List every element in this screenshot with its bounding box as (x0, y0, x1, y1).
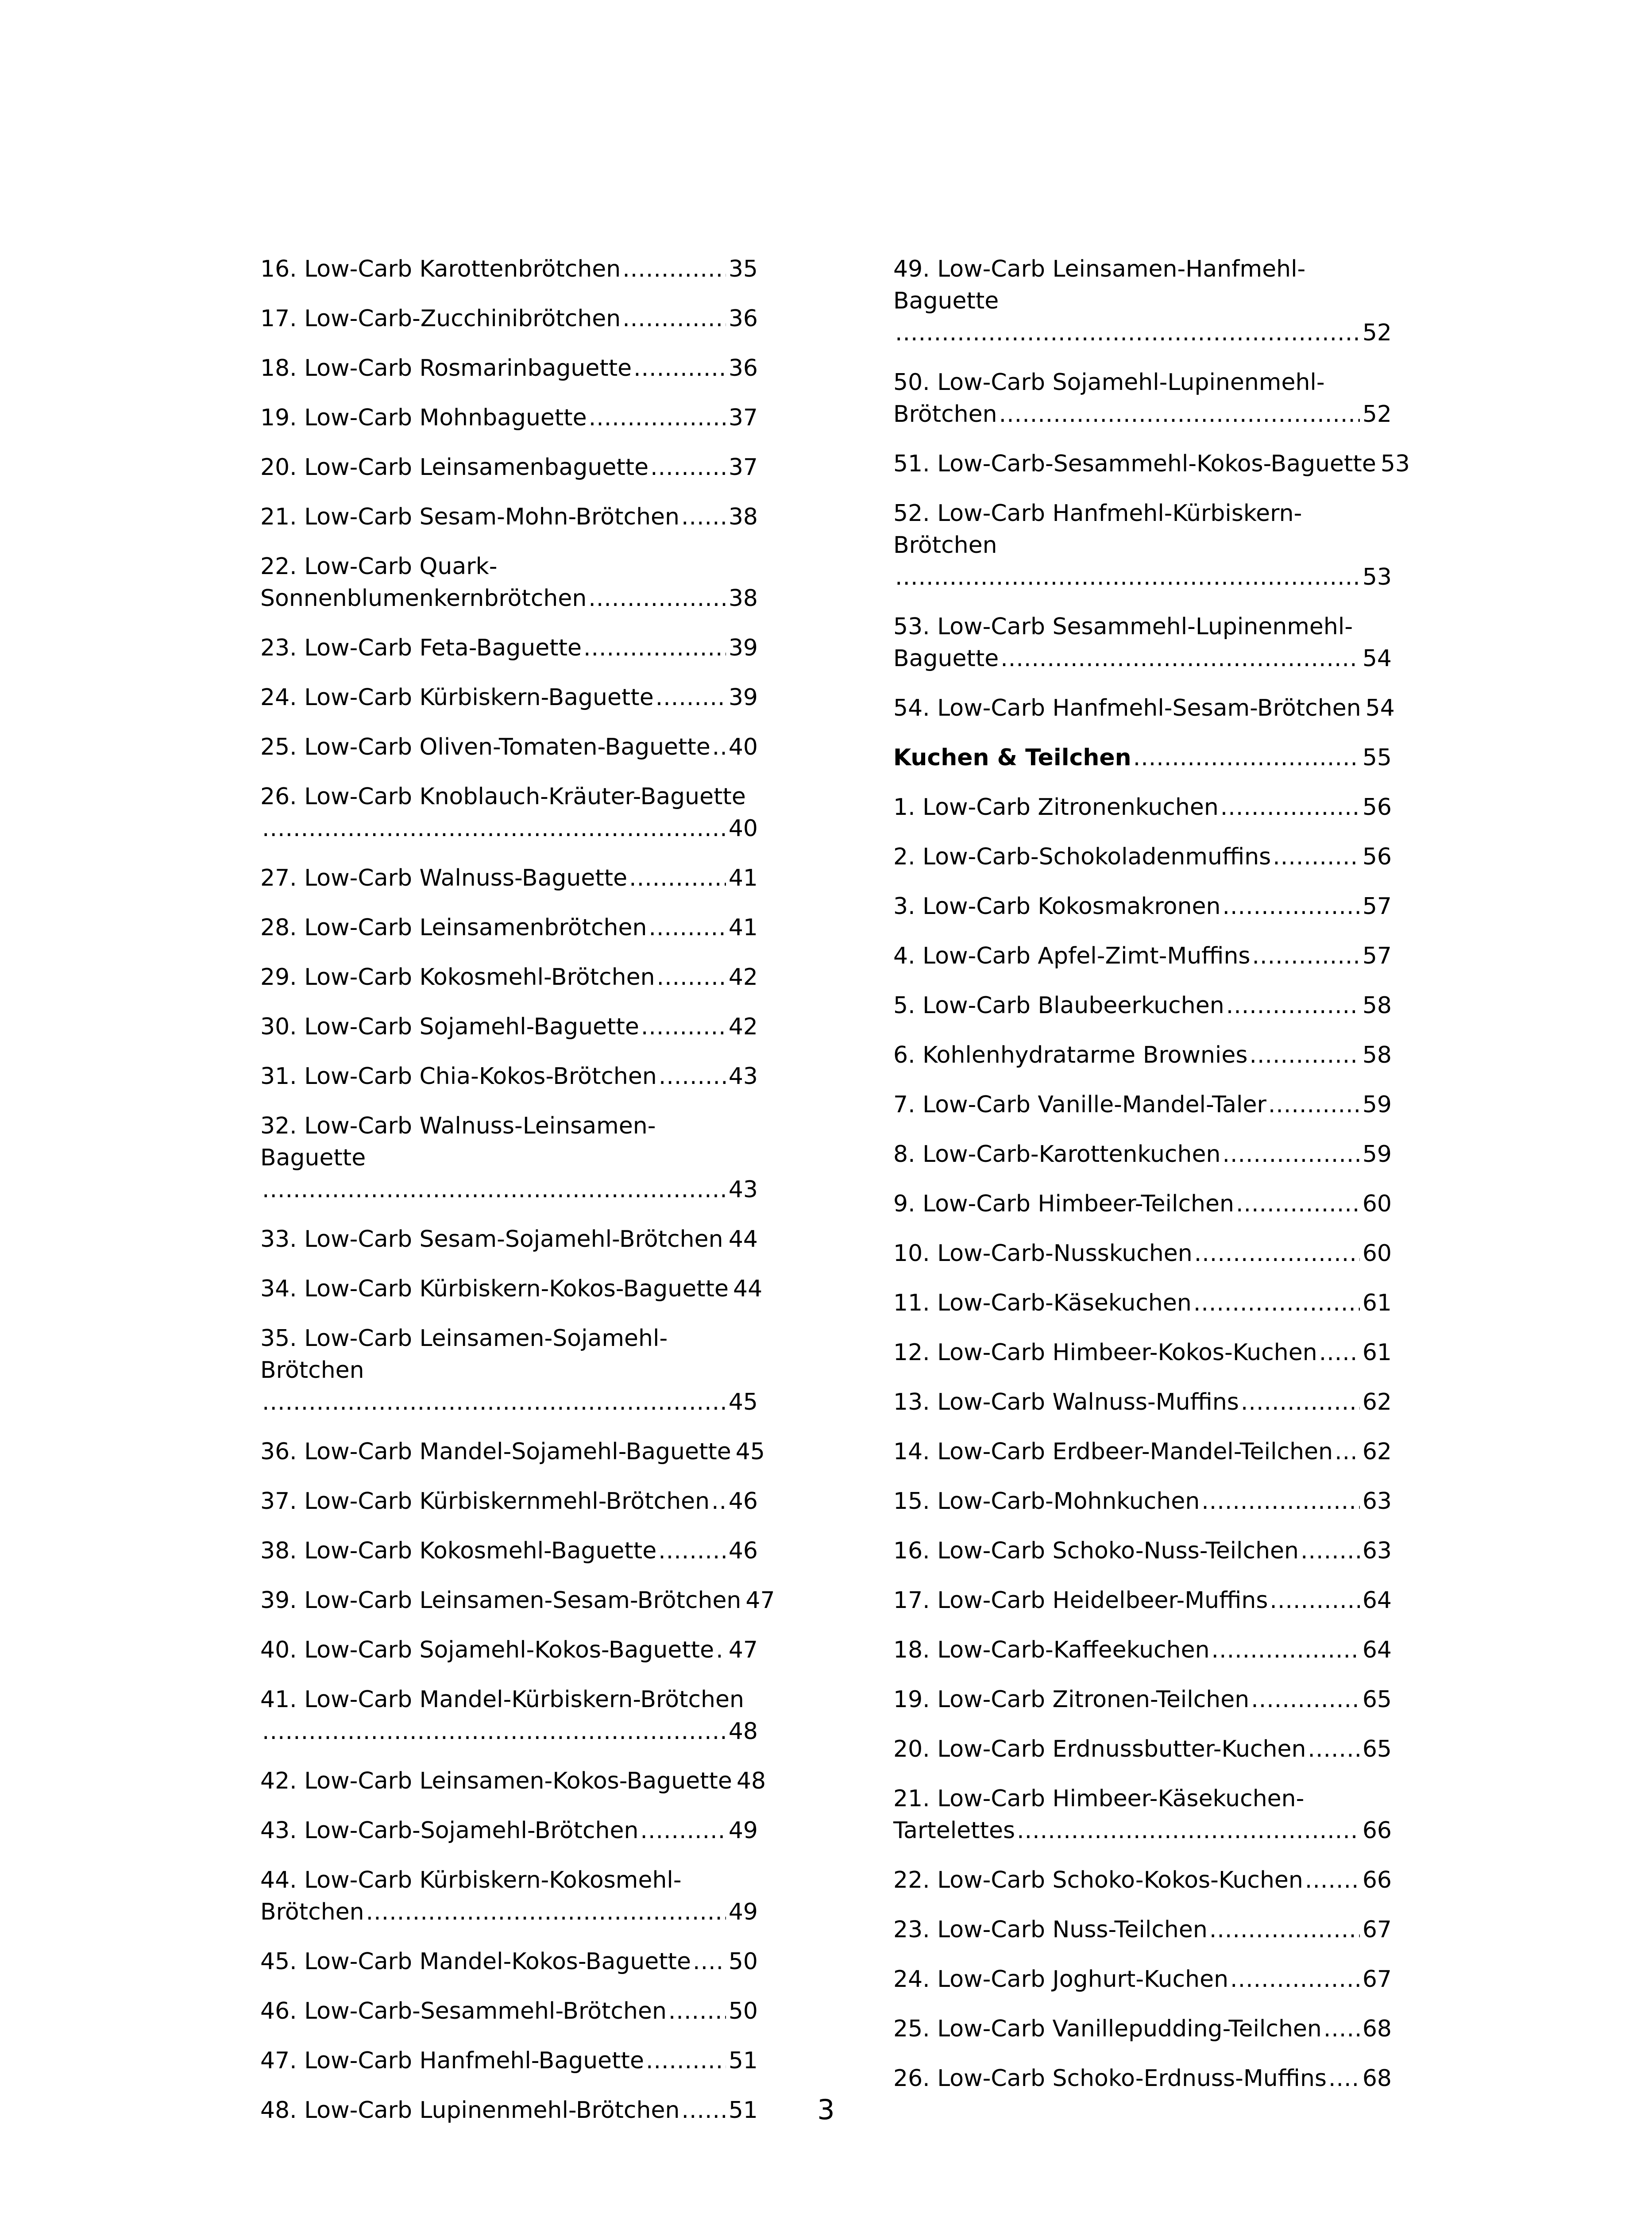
toc-entry-title: 12. Low-Carb Himbeer-Kokos-Kuchen (893, 1339, 1317, 1366)
toc-entry-page: 47 (728, 1637, 758, 1663)
toc-entry-page: 46 (728, 1538, 758, 1564)
toc-entry-title: 6. Kohlenhydratarme Brownies (893, 1042, 1248, 1068)
toc-entry[interactable] (893, 1864, 1392, 1896)
toc-entry[interactable] (260, 1110, 758, 1206)
toc-entry-page: 67 (1362, 1916, 1392, 1943)
toc-entry-page: 55 (1362, 744, 1392, 771)
toc-entry-page: 38 (728, 504, 758, 530)
toc-entry[interactable] (893, 841, 1392, 873)
toc-entry-page: 66 (1362, 1817, 1392, 1844)
toc-entry-title: 54. Low-Carb Hanfmehl-Sesam-Brötchen (893, 695, 1361, 721)
toc-dot-leader (712, 731, 726, 763)
toc-entry-page: 37 (728, 405, 758, 431)
toc-entry-page: 64 (1362, 1637, 1392, 1663)
toc-dot-leader (589, 402, 726, 434)
toc-entry-page: 36 (728, 355, 758, 382)
toc-entry-page: 61 (1362, 1339, 1392, 1366)
toc-entry-page: 68 (1362, 2065, 1392, 2092)
toc-entry[interactable] (893, 1089, 1392, 1121)
toc-entry-title: 18. Low-Carb Rosmarinbaguette (260, 355, 632, 382)
toc-entry[interactable] (260, 551, 758, 614)
toc-dot-leader (640, 1815, 726, 1847)
toc-dot-leader (1249, 1039, 1359, 1071)
toc-entry-page: 60 (1362, 1240, 1392, 1267)
toc-dot-leader (1252, 940, 1360, 972)
toc-dot-leader (1301, 1535, 1360, 1567)
toc-entry-page: 60 (1362, 1191, 1392, 1217)
toc-entry-page: 51 (728, 2047, 758, 2074)
toc-entry-title: 16. Low-Carb Schoko-Nuss-Teilchen (893, 1538, 1299, 1564)
toc-entry[interactable] (260, 1864, 758, 1928)
toc-entry-page: 56 (1362, 844, 1392, 870)
toc-entry-title: 24. Low-Carb Joghurt-Kuchen (893, 1966, 1229, 1993)
toc-entry-title-continued: Brötchen (893, 401, 997, 428)
toc-entry-title: 51. Low-Carb-Sesammehl-Kokos-Baguette (893, 451, 1376, 477)
toc-entry[interactable] (260, 1436, 765, 1468)
toc-dot-leader (622, 303, 726, 335)
toc-entry-page: 39 (728, 684, 758, 711)
toc-entry[interactable] (260, 1011, 758, 1043)
toc-entry-title: 4. Low-Carb Apfel-Zimt-Muffins (893, 943, 1251, 969)
toc-entry[interactable] (893, 1287, 1392, 1319)
toc-entry[interactable] (893, 1337, 1392, 1369)
toc-left-column (260, 253, 775, 2144)
toc-entry[interactable] (260, 682, 758, 713)
toc-entry-title: 9. Low-Carb Himbeer-Teilchen (893, 1191, 1234, 1217)
toc-entry-page: 64 (1362, 1587, 1392, 1614)
toc-entry-title: 37. Low-Carb Kürbiskernmehl-Brötchen (260, 1488, 710, 1515)
toc-entry[interactable] (260, 1995, 758, 2027)
toc-entry-page: 59 (1362, 1091, 1392, 1118)
toc-dot-leader (1226, 990, 1360, 1022)
toc-dot-leader (716, 1634, 726, 1666)
toc-entry-title: 28. Low-Carb Leinsamenbrötchen (260, 914, 647, 941)
toc-entry-title: 23. Low-Carb Nuss-Teilchen (893, 1916, 1208, 1943)
toc-entry[interactable] (893, 497, 1392, 593)
toc-entry-title-continued: Tartelettes (893, 1817, 1015, 1844)
toc-dot-leader (641, 1011, 726, 1043)
toc-entry[interactable] (893, 1238, 1392, 1269)
toc-entry[interactable] (260, 1060, 758, 1092)
toc-entry-page: 68 (1362, 2016, 1392, 2042)
toc-dot-leader (725, 1223, 726, 1255)
toc-entry[interactable] (260, 303, 758, 335)
toc-entry[interactable] (893, 1634, 1392, 1666)
toc-entry-title: 53. Low-Carb Sesammehl-Lupinenmehl- (893, 613, 1353, 640)
toc-entry-page: 42 (728, 964, 758, 991)
toc-entry[interactable] (260, 253, 758, 285)
toc-entry-title: 1. Low-Carb Zitronenkuchen (893, 794, 1219, 821)
toc-dot-leader (1324, 2013, 1360, 2045)
toc-entry[interactable] (893, 1783, 1392, 1847)
toc-entry-title: 3. Low-Carb Kokosmakronen (893, 893, 1221, 920)
toc-entry-title: 23. Low-Carb Feta-Baguette (260, 635, 582, 661)
toc-entry[interactable] (260, 1535, 758, 1567)
toc-entry-title: 13. Low-Carb Walnuss-Muffins (893, 1389, 1239, 1415)
toc-dot-leader (1241, 1386, 1360, 1418)
toc-entry-page: 62 (1362, 1438, 1392, 1465)
toc-entry[interactable] (260, 1684, 758, 1747)
toc-entry-title: 30. Low-Carb Sojamehl-Baguette (260, 1014, 639, 1040)
toc-dot-leader (681, 501, 726, 533)
toc-entry[interactable] (893, 253, 1392, 349)
toc-entry-title: 38. Low-Carb Kokosmehl-Baguette (260, 1538, 657, 1564)
toc-entry-page: 57 (1362, 893, 1392, 920)
toc-entry-page: 59 (1362, 1141, 1392, 1168)
toc-entry-title: 35. Low-Carb Leinsamen-Sojamehl-Brötchen (260, 1325, 668, 1384)
toc-entry-page: 35 (728, 256, 758, 282)
toc-entry-page: 63 (1362, 1488, 1392, 1515)
toc-dot-leader (1222, 1138, 1359, 1170)
toc-entry[interactable] (260, 912, 758, 944)
toc-dot-leader (656, 682, 726, 713)
toc-entry-page: 40 (728, 815, 758, 842)
toc-dot-leader (1268, 1089, 1360, 1121)
toc-entry-page: 57 (1362, 943, 1392, 969)
toc-entry[interactable] (260, 862, 758, 894)
toc-entry[interactable] (260, 1815, 758, 1847)
toc-dot-leader (1201, 1485, 1360, 1517)
toc-entry[interactable] (893, 1914, 1392, 1946)
toc-dot-leader (583, 632, 726, 664)
toc-dot-leader (895, 561, 1360, 593)
toc-dot-leader (622, 253, 726, 285)
toc-entry[interactable] (260, 1585, 775, 1616)
toc-entry-page: 61 (1362, 1290, 1392, 1316)
toc-dot-leader (646, 2045, 726, 2077)
toc-entry-page: 58 (1362, 1042, 1392, 1068)
toc-dot-leader (1270, 1585, 1359, 1616)
toc-entry[interactable] (893, 611, 1392, 675)
toc-dot-leader (262, 1716, 726, 1747)
toc-dot-leader (648, 912, 726, 944)
toc-entry[interactable] (260, 402, 758, 434)
toc-entry-page: 41 (728, 865, 758, 891)
toc-entry[interactable] (893, 692, 1395, 724)
toc-entry[interactable] (893, 891, 1392, 922)
toc-dot-leader (1017, 1815, 1360, 1847)
toc-dot-leader (1000, 643, 1360, 675)
toc-entry-title: 44. Low-Carb Kürbiskern-Kokosmehl- (260, 1867, 682, 1893)
toc-entry-title: 31. Low-Carb Chia-Kokos-Brötchen (260, 1063, 657, 1090)
toc-entry-page: 42 (728, 1014, 758, 1040)
toc-entry-page: 45 (728, 1389, 758, 1415)
toc-entry-title: 33. Low-Carb Sesam-Sojamehl-Brötchen (260, 1226, 723, 1253)
toc-entry-page: 44 (728, 1226, 758, 1253)
toc-entry-page: 50 (728, 1998, 758, 2024)
toc-entry-title: 46. Low-Carb-Sesammehl-Brötchen (260, 1998, 667, 2024)
toc-entry-page: 53 (1362, 564, 1392, 590)
toc-entry[interactable] (893, 1535, 1392, 1567)
toc-entry-page: 62 (1362, 1389, 1392, 1415)
toc-entry-title: 22. Low-Carb Quark- (260, 553, 498, 580)
toc-dot-leader (693, 1946, 726, 1978)
toc-dot-leader (1194, 1238, 1360, 1269)
toc-entry-title: 39. Low-Carb Leinsamen-Sesam-Brötchen (260, 1587, 741, 1614)
toc-entry-title: 5. Low-Carb Blaubeerkuchen (893, 992, 1224, 1019)
toc-entry[interactable] (893, 1436, 1392, 1468)
toc-entry[interactable] (893, 1733, 1392, 1765)
toc-entry-page: 58 (1362, 992, 1392, 1019)
toc-entry-page: 49 (728, 1899, 758, 1925)
toc-dot-leader (588, 582, 726, 614)
toc-entry-title: 26. Low-Carb Knoblauch-Kräuter-Baguette (260, 783, 746, 810)
toc-entry[interactable] (893, 1963, 1392, 1995)
toc-entry[interactable] (260, 352, 758, 384)
toc-entry[interactable] (260, 781, 758, 844)
toc-dot-leader (1209, 1914, 1360, 1946)
toc-dot-leader (1193, 1287, 1360, 1319)
toc-entry[interactable] (260, 1322, 758, 1418)
toc-entry[interactable] (893, 1684, 1392, 1716)
toc-entry-page: 53 (1380, 451, 1410, 477)
toc-entry-page: 45 (735, 1438, 765, 1465)
toc-entry-title: 32. Low-Carb Walnuss-Leinsamen-Baguette (260, 1113, 656, 1171)
toc-entry-title: 26. Low-Carb Schoko-Erdnuss-Muffins (893, 2065, 1327, 2092)
toc-entry[interactable] (893, 2013, 1392, 2045)
toc-entry-title: 17. Low-Carb-Zucchinibrötchen (260, 305, 621, 332)
toc-entry-title-continued: Brötchen (260, 1899, 364, 1925)
toc-dot-leader (1230, 1963, 1360, 1995)
toc-entry[interactable] (893, 1138, 1392, 1170)
toc-dot-leader (659, 1060, 726, 1092)
toc-entry-title: 45. Low-Carb Mandel-Kokos-Baguette (260, 1948, 691, 1975)
toc-dot-leader (1220, 791, 1360, 823)
toc-entry-page: 56 (1362, 794, 1392, 821)
toc-entry-page: 38 (728, 585, 758, 612)
toc-dot-leader (1319, 1337, 1360, 1369)
toc-entry-title: 11. Low-Carb-Käsekuchen (893, 1290, 1192, 1316)
toc-entry-title: 48. Low-Carb Lupinenmehl-Brötchen (260, 2097, 680, 2124)
toc-entry-title: 19. Low-Carb Mohnbaguette (260, 405, 587, 431)
toc-entry-page: 39 (728, 635, 758, 661)
toc-entry[interactable] (260, 2045, 758, 2077)
toc-entry-title: 16. Low-Carb Karottenbrötchen (260, 256, 621, 282)
toc-entry-page: 52 (1362, 401, 1392, 428)
toc-entry-page: 51 (728, 2097, 758, 2124)
toc-entry[interactable] (260, 1946, 758, 1978)
toc-entry-page: 54 (1362, 645, 1392, 672)
toc-entry[interactable] (893, 366, 1392, 430)
toc-dot-leader (1222, 891, 1359, 922)
toc-entry[interactable] (260, 961, 758, 993)
toc-entry-page: 37 (728, 454, 758, 481)
toc-entry-title: 52. Low-Carb Hanfmehl-Kürbiskern-Brötchen (893, 500, 1302, 559)
toc-entry-title: 15. Low-Carb-Mohnkuchen (893, 1488, 1200, 1515)
toc-dot-leader (1305, 1864, 1360, 1896)
toc-entry-page: 41 (728, 914, 758, 941)
toc-entry-page: 36 (728, 305, 758, 332)
toc-entry-title: 29. Low-Carb Kokosmehl-Brötchen (260, 964, 655, 991)
toc-entry[interactable] (893, 990, 1392, 1022)
toc-dot-leader (1133, 742, 1360, 774)
toc-entry-title: 47. Low-Carb Hanfmehl-Baguette (260, 2047, 644, 2074)
toc-dot-leader (650, 451, 726, 483)
toc-entry-title: 43. Low-Carb-Sojamehl-Brötchen (260, 1817, 639, 1844)
toc-entry[interactable] (260, 451, 758, 483)
toc-entry-title: 25. Low-Carb Vanillepudding-Teilchen (893, 2016, 1322, 2042)
toc-entry[interactable] (260, 501, 758, 533)
toc-entry[interactable] (260, 1273, 763, 1305)
page-number: 3 (817, 2093, 835, 2126)
toc-entry-title: 21. Low-Carb Himbeer-Käsekuchen- (893, 1785, 1305, 1812)
toc-dot-leader (1335, 1436, 1360, 1468)
toc-entry-page: 50 (728, 1948, 758, 1975)
toc-entry-page: 44 (733, 1276, 763, 1302)
toc-entry-title: 14. Low-Carb Erdbeer-Mandel-Teilchen (893, 1438, 1333, 1465)
toc-entry[interactable] (893, 1485, 1392, 1517)
toc-entry-title: 42. Low-Carb Leinsamen-Kokos-Baguette (260, 1768, 732, 1794)
toc-dot-leader (658, 1535, 726, 1567)
toc-entry-title: 40. Low-Carb Sojamehl-Kokos-Baguette (260, 1637, 714, 1663)
toc-entry-page: 54 (1365, 695, 1395, 721)
toc-entry-title: 34. Low-Carb Kürbiskern-Kokos-Baguette (260, 1276, 729, 1302)
toc-dot-leader (668, 1995, 726, 2027)
toc-entry[interactable] (260, 1765, 766, 1797)
toc-entry-title: 24. Low-Carb Kürbiskern-Baguette (260, 684, 654, 711)
toc-dot-leader (1236, 1188, 1360, 1220)
toc-entry-title: 20. Low-Carb Leinsamenbaguette (260, 454, 649, 481)
toc-entry-title: 8. Low-Carb-Karottenkuchen (893, 1141, 1221, 1168)
toc-dot-leader (633, 352, 726, 384)
toc-entry[interactable] (893, 791, 1392, 823)
toc-entry-page: 65 (1362, 1686, 1392, 1713)
toc-entry-title: 21. Low-Carb Sesam-Mohn-Brötchen (260, 504, 679, 530)
toc-entry-title: 2. Low-Carb-Schokoladenmuffins (893, 844, 1271, 870)
toc-dot-leader (657, 961, 726, 993)
toc-dot-leader (1251, 1684, 1360, 1716)
toc-entry-title: Kuchen & Teilchen (893, 744, 1131, 771)
toc-entry-title: 17. Low-Carb Heidelbeer-Muffins (893, 1587, 1268, 1614)
toc-entry-title: 36. Low-Carb Mandel-Sojamehl-Baguette (260, 1438, 731, 1465)
toc-dot-leader (1308, 1733, 1359, 1765)
toc-entry-page: 66 (1362, 1867, 1392, 1893)
toc-entry-page: 63 (1362, 1538, 1392, 1564)
toc-entry[interactable] (893, 2063, 1392, 2094)
toc-entry[interactable] (893, 1386, 1392, 1418)
toc-dot-leader (262, 813, 726, 844)
toc-entry-title: 27. Low-Carb Walnuss-Baguette (260, 865, 628, 891)
toc-entry-page: 43 (728, 1176, 758, 1203)
toc-section-heading[interactable] (893, 742, 1392, 774)
toc-entry[interactable] (260, 1485, 758, 1517)
toc-entry[interactable] (260, 731, 758, 763)
toc-entry-title: 7. Low-Carb Vanille-Mandel-Taler (893, 1091, 1266, 1118)
toc-dot-leader (1328, 2063, 1360, 2094)
toc-entry-title: 22. Low-Carb Schoko-Kokos-Kuchen (893, 1867, 1303, 1893)
toc-entry-title-continued: Sonnenblumenkernbrötchen (260, 585, 587, 612)
toc-entry[interactable] (260, 1223, 758, 1255)
toc-dot-leader (262, 1174, 726, 1206)
toc-entry-title: 10. Low-Carb-Nusskuchen (893, 1240, 1193, 1267)
toc-entry[interactable] (893, 1188, 1392, 1220)
toc-entry[interactable] (260, 632, 758, 664)
toc-entry-page: 43 (728, 1063, 758, 1090)
toc-entry-title: 20. Low-Carb Erdnussbutter-Kuchen (893, 1736, 1306, 1762)
toc-entry-title-continued: Baguette (893, 645, 999, 672)
toc-dot-leader (895, 317, 1360, 349)
toc-dot-leader (629, 862, 726, 894)
toc-entry-page: 49 (728, 1817, 758, 1844)
toc-entry-page: 40 (728, 734, 758, 760)
toc-entry[interactable] (893, 1585, 1392, 1616)
toc-entry[interactable] (893, 1039, 1392, 1071)
toc-dot-leader (1273, 841, 1360, 873)
toc-dot-leader (262, 1386, 726, 1418)
toc-entry-page: 47 (745, 1587, 775, 1614)
toc-entry-title: 41. Low-Carb Mandel-Kürbiskern-Brötchen (260, 1686, 744, 1713)
toc-entry-page: 52 (1362, 320, 1392, 346)
toc-entry-page: 48 (728, 1718, 758, 1745)
toc-dot-leader (711, 1485, 726, 1517)
toc-dot-leader (1212, 1634, 1360, 1666)
toc-entry[interactable] (893, 940, 1392, 972)
toc-entry-title: 19. Low-Carb Zitronen-Teilchen (893, 1686, 1250, 1713)
toc-entry-page: 67 (1362, 1966, 1392, 1993)
toc-dot-leader (366, 1896, 726, 1928)
toc-entry-page: 46 (728, 1488, 758, 1515)
toc-entry-title: 25. Low-Carb Oliven-Tomaten-Baguette (260, 734, 710, 760)
toc-entry[interactable] (893, 448, 1410, 480)
toc-right-column (893, 253, 1410, 2112)
toc-entry-page: 65 (1362, 1736, 1392, 1762)
toc-entry-page: 48 (736, 1768, 766, 1794)
toc-entry-title: 49. Low-Carb Leinsamen-Hanfmehl-Baguette (893, 256, 1306, 314)
toc-entry[interactable] (260, 1634, 758, 1666)
toc-dot-leader (999, 398, 1360, 430)
toc-entry-title: 18. Low-Carb-Kaffeekuchen (893, 1637, 1210, 1663)
toc-entry-title: 50. Low-Carb Sojamehl-Lupinenmehl- (893, 369, 1325, 396)
